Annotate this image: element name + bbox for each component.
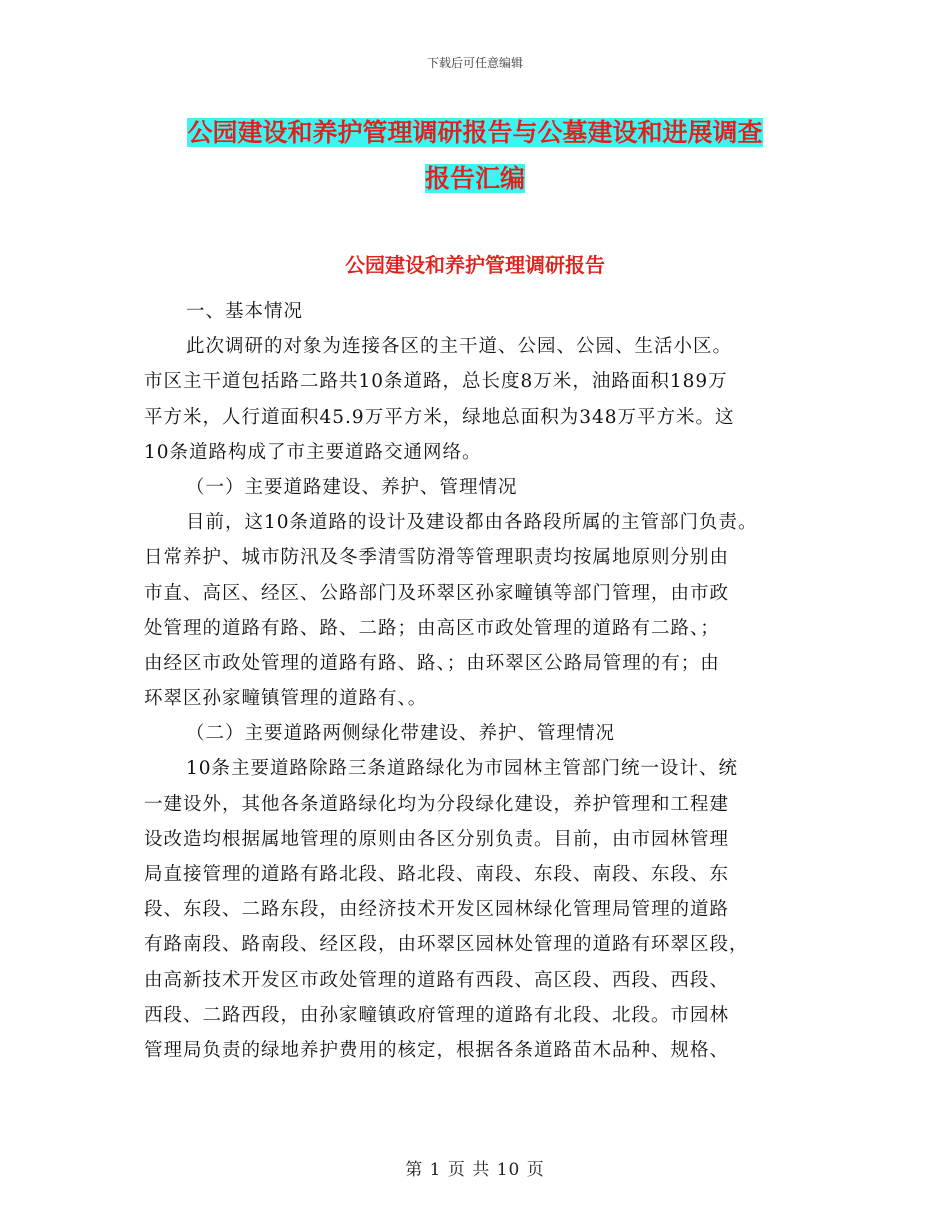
paragraph-line: （二）主要道路两侧绿化带建设、养护、管理情况 [186,723,616,745]
paragraph-line: 管理局负责的绿地养护费用的核定，根据各条道路苗木品种、规格、 [144,1039,730,1061]
paragraph-line: 10条主要道路除路三条道路绿化为市园林主管部门统一设计、统 [186,758,739,780]
body-text [144,294,824,1068]
paragraph-line: 由经区市政处管理的道路有路、路、；由环翠区公路局管理的有；由 [144,652,720,674]
paragraph-line: 局直接管理的道路有路北段、路北段、南段、东段、南段、东段、东 [144,864,730,885]
paragraph-line: 市直、高区、经区、公路部门及环翠区孙家疃镇等部门管理，由市政 [144,582,730,604]
paragraph-line: 一、基本情况 [186,301,304,322]
section-title: 公园建设和养护管理调研报告 [345,253,605,277]
page-footer: 第 1 页 共 10 页 [405,1160,545,1180]
paragraph-line: 市区主干道包括路二路共10条道路，总长度8万米，油路面积189万 [144,371,728,393]
paragraph-line: 西段、二路西段，由孙家疃镇政府管理的道路有北段、北段。市园林 [144,1004,730,1026]
paragraph-line: 处管理的道路有路、路、二路；由高区市政处管理的道路有二路、； [144,617,720,639]
document-title [0,110,950,202]
paragraph-line: 段、东段、二路东段，由经济技术开发区园林绿化管理局管理的道路 [144,899,730,921]
paragraph-line: 一建设外，其他各条道路绿化均为分段绿化建设，养护管理和工程建 [144,793,730,815]
header-note: 下载后可任意编辑 [426,56,523,70]
paragraph-line: 此次调研的对象为连接各区的主干道、公园、公园、生活小区。 [186,336,733,358]
document-title-line-1: 公园建设和养护管理调研报告与公墓建设和进展调查 [187,118,763,147]
paragraph-line: 平方米，人行道面积45.9万平方米，绿地总面积为348万平方米。这 [144,406,735,428]
paragraph-line: 由高新技术开发区市政处管理的道路有西段、高区段、西段、西段、 [144,969,730,991]
paragraph-line: 日常养护、城市防汛及冬季清雪防滑等管理职责均按属地原则分别由 [144,547,730,569]
paragraph-line: 环翠区孙家疃镇管理的道路有、。 [144,688,428,710]
paragraph-line: （一）主要道路建设、养护、管理情况 [186,476,518,498]
paragraph-line: 目前，这10条道路的设计及建设都由各路段所属的主管部门负责。 [186,512,758,534]
paragraph-line: 10条道路构成了市主要道路交通网络。 [144,441,482,463]
document-title-line-2: 报告汇编 [424,164,525,193]
paragraph-line: 设改造均根据属地管理的原则由各区分别负责。目前，由市园林管理 [144,828,730,850]
paragraph-line: 有路南段、路南段、经区段，由环翠区园林处管理的道路有环翠区段， [144,934,749,956]
